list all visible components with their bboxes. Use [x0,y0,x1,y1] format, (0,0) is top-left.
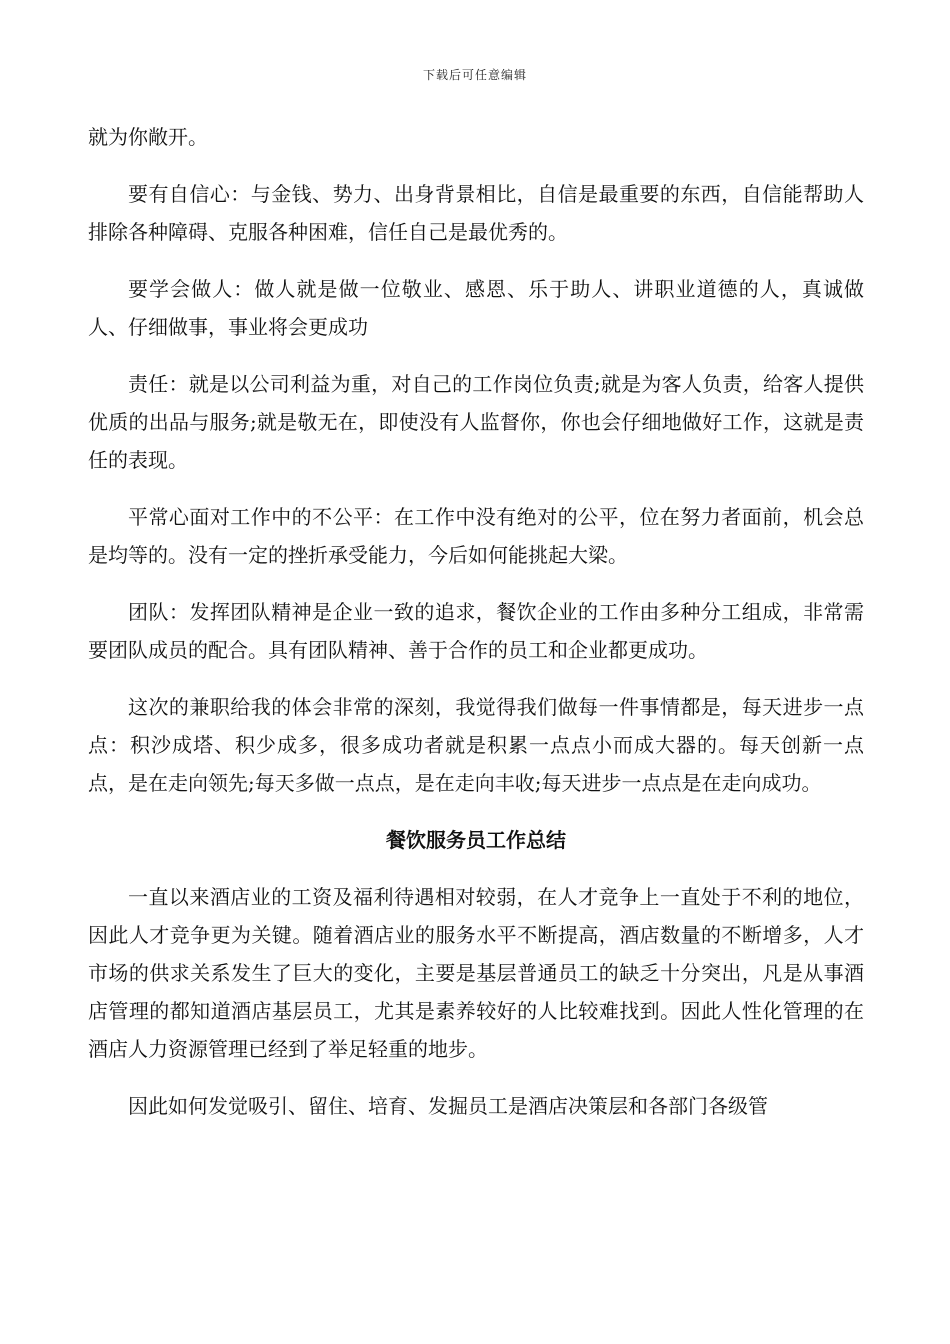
paragraph-teamwork: 团队：发挥团队精神是企业一致的追求，餐饮企业的工作由多种分工组成，非常需要团队成员的配合。具有团队精神、善于合作的员工和企业都更成功。 [88,600,864,662]
paragraph-fairness: 平常心面对工作中的不公平：在工作中没有绝对的公平，位在努力者面前，机会总是均等的。没有一定的挫折承受能力，今后如何能挑起大梁。 [88,505,864,567]
paragraph-hotel-management: 因此如何发觉吸引、留住、培育、发掘员工是酒店决策层和各部门各级管 [128,1094,768,1118]
paragraph-continuation: 就为你敞开。 [88,125,208,149]
page-header: 下载后可任意编辑 [422,68,527,82]
section-title: 餐饮服务员工作总结 [386,828,566,852]
paragraph-responsibility: 责任：就是以公司利益为重，对自己的工作岗位负责;就是为客人负责，给客人提供优质的出品与服务;就是敬无在，即使没有人监督你，你也会仔细地做好工作，这就是责任的表现。 [88,372,864,472]
document-body [88,118,864,1144]
paragraph-hotel-talent: 一直以来酒店业的工资及福利待遇相对较弱，在人才竞争上一直处于不利的地位，因此人才竞争更为关键。随着酒店业的服务水平不断提高，酒店数量的不断增多，人才市场的供求关系发生了巨大的变化，主要是基层普通员工的缺乏十分突出，凡是从事酒店管理的都知道酒店基层员工，尤其是素养较好的人比较难找到。因此人性化管理的在酒店人力资源管理已经到了举足轻重的地步。 [88,885,864,1061]
paragraph-reflection: 这次的兼职给我的体会非常的深刻，我觉得我们做每一件事情都是，每天进步一点点：积沙成塔、积少成多，很多成功者就是积累一点点小而成大器的。每天创新一点点，是在走向领先;每天多做一点点，是在走向丰收;每天进步一点点是在走向成功。 [88,695,864,795]
paragraph-confidence: 要有自信心：与金钱、势力、出身背景相比，自信是最重要的东西，自信能帮助人排除各种障碍、克服各种困难，信任自己是最优秀的。 [88,182,864,244]
paragraph-conduct: 要学会做人：做人就是做一位敬业、感恩、乐于助人、讲职业道德的人，真诚做人、仔细做事，事业将会更成功 [88,277,864,339]
